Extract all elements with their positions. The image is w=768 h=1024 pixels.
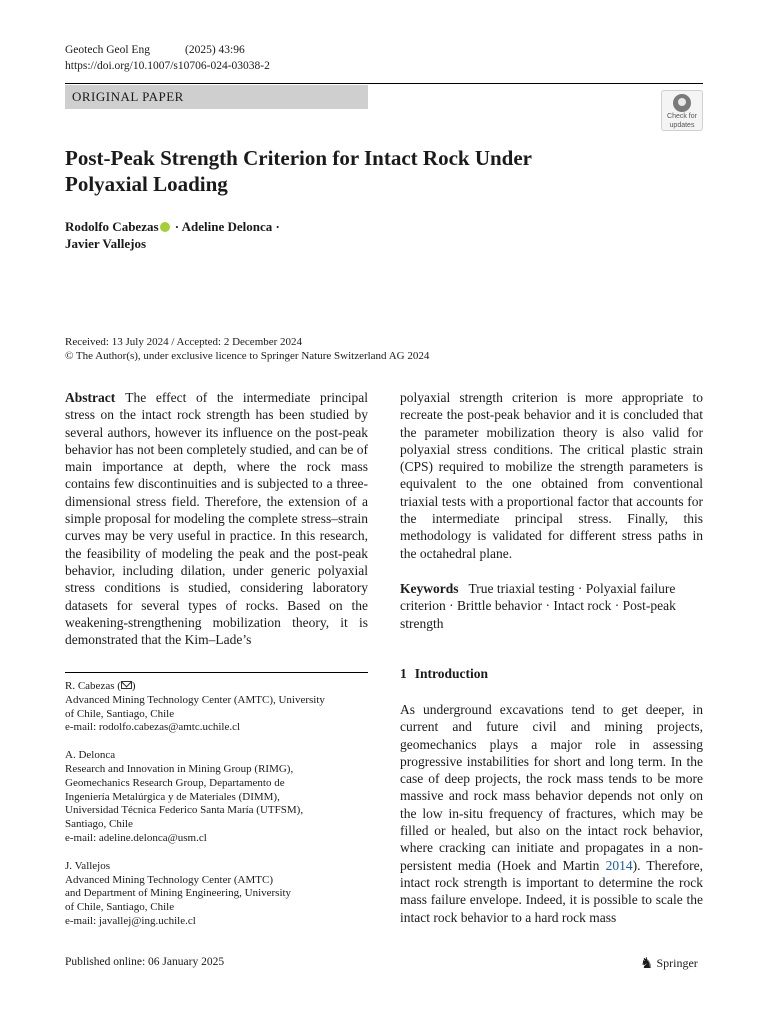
doi-link[interactable]: https://doi.org/10.1007/s10706-024-03038-2 — [65, 60, 270, 72]
affil-line: R. Cabezas ( — [65, 680, 121, 692]
keywords-text: True triaxial testing · Polyaxial failure criterion · Brittle behavior · Intact rock · Post-peak strength — [400, 581, 676, 631]
affil-email[interactable]: e-mail: rodolfo.cabezas@amtc.uchile.cl — [65, 721, 241, 734]
author-name[interactable]: Rodolfo Cabezas — [65, 219, 159, 234]
crossmark-label-2: updates — [669, 122, 695, 129]
affil-line: of Chile, Santiago, Chile — [65, 901, 175, 914]
affil-email[interactable]: e-mail: javallej@ing.uchile.cl — [65, 914, 196, 927]
published-date: Published online: 06 January 2025 — [65, 956, 225, 968]
section-heading — [400, 666, 488, 682]
affiliations — [65, 680, 368, 943]
title-line-1: Post-Peak Strength Criterion for Intact Rock Under — [65, 146, 532, 170]
journal-volume: (2025) 43:96 — [185, 44, 245, 56]
author-name[interactable]: Javier Vallejos — [65, 236, 147, 251]
intro-paragraph: As underground excavations tend to get deeper, in current and future civil and mining projects, geomechanics plays a major role in assessing progressive instabilities for short and long term. In the case of deep projects, the rock mass tends to be more massive and rock mass behavior depends not only on the low in-situ frequency of fractures, which may be filled or healed, but also on the intact rock behavior, where cracking can initiate and propagates in a non-persistent media (Hoek and Martin — [400, 702, 703, 873]
springer-horse-icon: ♞ — [640, 956, 654, 972]
citation-link[interactable]: 2014 — [605, 857, 633, 873]
affil-line: of Chile, Santiago, Chile — [65, 707, 175, 720]
envelope-icon[interactable] — [121, 681, 132, 689]
orcid-icon[interactable] — [160, 222, 170, 232]
received-accepted: Received: 13 July 2024 / Accepted: 2 December 2024 — [65, 336, 303, 348]
article-type-banner: ORIGINAL PAPER — [65, 85, 368, 109]
affil-line: and Department of Mining Engineering, University — [65, 887, 292, 900]
affil-line: Geomechanics Research Group, Departamento de — [65, 776, 285, 789]
section-number: 1 — [400, 666, 407, 681]
author-list — [65, 218, 385, 252]
section-title: Introduction — [414, 666, 489, 681]
check-for-updates-button[interactable] — [661, 90, 703, 131]
author-name[interactable]: · Adeline Delonca · — [171, 219, 280, 234]
intro-paragraph-cont: ). Therefore, intact rock strength is important to determine the rock mass failure envelope. Indeed, it is possible to scale the intact rock behavior to a hard rock mass — [400, 857, 703, 925]
affil-line: A. Delonca — [65, 749, 116, 762]
introduction-text — [400, 701, 703, 926]
crossmark-label-1: Check for — [667, 113, 697, 120]
article-dates — [65, 335, 705, 363]
crossmark-icon — [673, 94, 691, 112]
keywords-label: Keywords — [400, 581, 459, 596]
title-line-2: Polyaxial Loading — [65, 172, 228, 196]
header-rule — [65, 83, 703, 84]
affil-line: Ingeniería Metalúrgica y de Materiales (DIMM), — [65, 790, 280, 803]
journal-name — [65, 43, 245, 57]
affil-line: Research and Innovation in Mining Group (RIMG), — [65, 762, 294, 775]
affil-line: J. Vallejos — [65, 859, 111, 872]
abstract-continued: polyaxial strength criterion is more appropriate to recreate the post-peak behavior and it is concluded that the parameter mobilization theory is also valid for polyaxial stress conditions. The critical plastic strain (CPS) required to mobilize the strength parameters is equivalent to the one obtained from conventional triaxial tests with a proportional factor that accounts for the intermediate principal stress. Finally, this methodology is validated for different stress paths in the octahedral plane. — [400, 390, 703, 561]
paper-title — [65, 145, 625, 197]
affiliation-vallejos — [65, 860, 368, 929]
journal-title: Geotech Geol Eng — [65, 44, 150, 56]
footnote-rule — [65, 672, 368, 673]
affiliation-delonca — [65, 749, 368, 846]
publisher-logo — [640, 954, 698, 973]
abstract-text: The effect of the intermediate principal stress on the intact rock strength has been studied by several authors, however its influence on the post-peak behavior has not been completely studied, and can be of main importance at depth, where the rock mass contains few discontinuities and is subjected to a three-dimensional stress field. Therefore, the extension of a simple proposal for modeling the complete stress–strain curves may be very useful in practice. In this research, the feasibility of modeling the peak and the post-peak behavior, including dilation, under generic polyaxial stress conditions is studied, considering laboratory datasets for several types of rocks. Based on the weakening-strengthening mobilization theory, it is demonstrated that the Kim–Lade’s — [65, 390, 368, 648]
abstract-label: Abstract — [65, 390, 116, 405]
affil-email[interactable]: e-mail: adeline.delonca@usm.cl — [65, 831, 207, 844]
keywords — [400, 580, 703, 632]
abstract — [65, 389, 368, 648]
affil-line: Advanced Mining Technology Center (AMTC), University — [65, 693, 325, 706]
affil-line: Advanced Mining Technology Center (AMTC) — [65, 873, 273, 886]
affil-line: Santiago, Chile — [65, 818, 133, 831]
affil-line: Universidad Técnica Federico Santa María (UTFSM), — [65, 804, 304, 817]
affiliation-cabezas: R. Cabezas ( ) Advanced Mining Technology Center (AMTC), University of Chile, Santiago, Chile e-mail: rodolfo.cabezas@amtc.uchile.cl — [65, 680, 368, 735]
copyright-notice: © The Author(s), under exclusive licence to Springer Nature Switzerland AG 2024 — [65, 350, 430, 362]
publisher-name: Springer — [656, 956, 698, 970]
